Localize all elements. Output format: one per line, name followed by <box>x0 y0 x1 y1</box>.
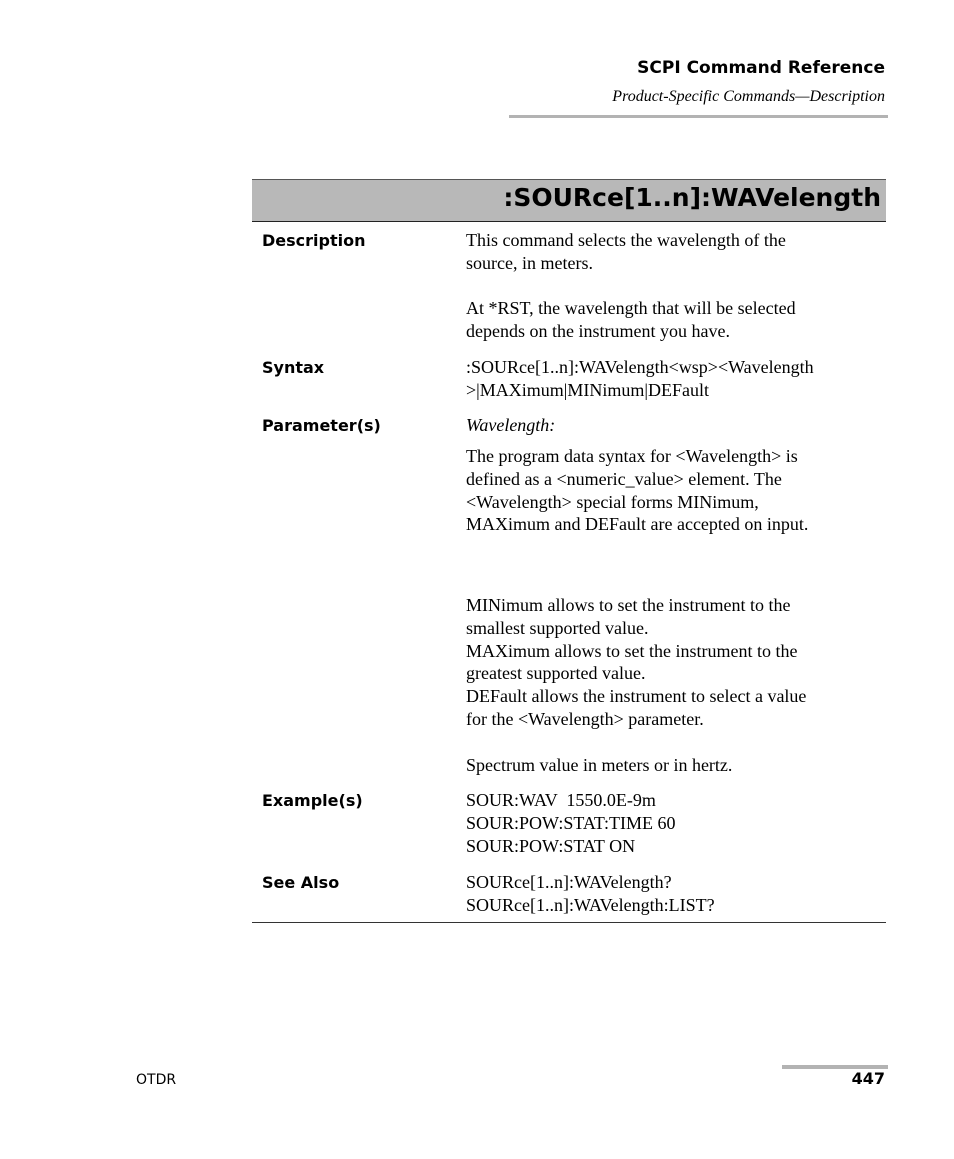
parameters-label: Parameter(s) <box>262 416 381 435</box>
description-label: Description <box>262 231 366 250</box>
parameter-line: MAXimum and DEFault are accepted on input. <box>466 514 809 535</box>
parameter-line: for the <Wavelength> parameter. <box>466 708 704 729</box>
syntax-text <box>466 356 884 402</box>
syntax-label: Syntax <box>262 358 325 377</box>
running-header-subtitle: Product-Specific Commands—Description <box>612 88 885 105</box>
parameter-line: defined as a <numeric_value> element. The <box>466 468 782 489</box>
syntax-line: >|MAXimum|MINimum|DEFault <box>466 379 709 400</box>
command-title: :SOURce[1..n]:WAVelength <box>503 183 881 212</box>
parameter-line: The program data syntax for <Wavelength> is <box>466 446 798 466</box>
examples-label: Example(s) <box>262 791 363 810</box>
parameter-line: greatest supported value. <box>466 663 646 684</box>
parameter-line: Spectrum value in meters or in hertz. <box>466 754 733 775</box>
parameter-line: <Wavelength> special forms MINimum, <box>466 491 759 512</box>
examples-text <box>466 789 884 857</box>
page-number: 447 <box>851 1069 885 1088</box>
see-also-label: See Also <box>262 873 340 892</box>
syntax-line: :SOURce[1..n]:WAVelength<wsp><Wavelength <box>466 357 814 377</box>
description-line: depends on the instrument you have. <box>466 321 730 342</box>
see-also-line: SOURce[1..n]:WAVelength? <box>466 872 672 892</box>
see-also-line: SOURce[1..n]:WAVelength:LIST? <box>466 894 715 915</box>
parameter-line: smallest supported value. <box>466 617 649 638</box>
table-bottom-rule <box>252 922 886 923</box>
footer-product-name: OTDR <box>136 1072 177 1088</box>
example-line: SOUR:WAV 1550.0E-9m <box>466 790 656 810</box>
example-line: SOUR:POW:STAT ON <box>466 835 636 856</box>
description-line: At *RST, the wavelength that will be selected <box>466 298 796 319</box>
running-header-title: SCPI Command Reference <box>637 58 885 78</box>
see-also-text <box>466 871 884 917</box>
description-line: This command selects the wavelength of the <box>466 230 786 250</box>
header-divider <box>509 115 888 118</box>
parameter-name: Wavelength: <box>466 415 556 435</box>
parameter-line: DEFault allows the instrument to select a value <box>466 686 807 707</box>
example-line: SOUR:POW:STAT:TIME 60 <box>466 812 676 833</box>
parameters-text <box>466 445 884 536</box>
parameter-line: MAXimum allows to set the instrument to the <box>466 640 798 661</box>
description-line: source, in meters. <box>466 252 593 273</box>
parameter-line: MINimum allows to set the instrument to the <box>466 595 791 615</box>
command-title-band <box>252 179 886 222</box>
parameters-limits-text <box>466 594 884 776</box>
description-text <box>466 229 884 343</box>
